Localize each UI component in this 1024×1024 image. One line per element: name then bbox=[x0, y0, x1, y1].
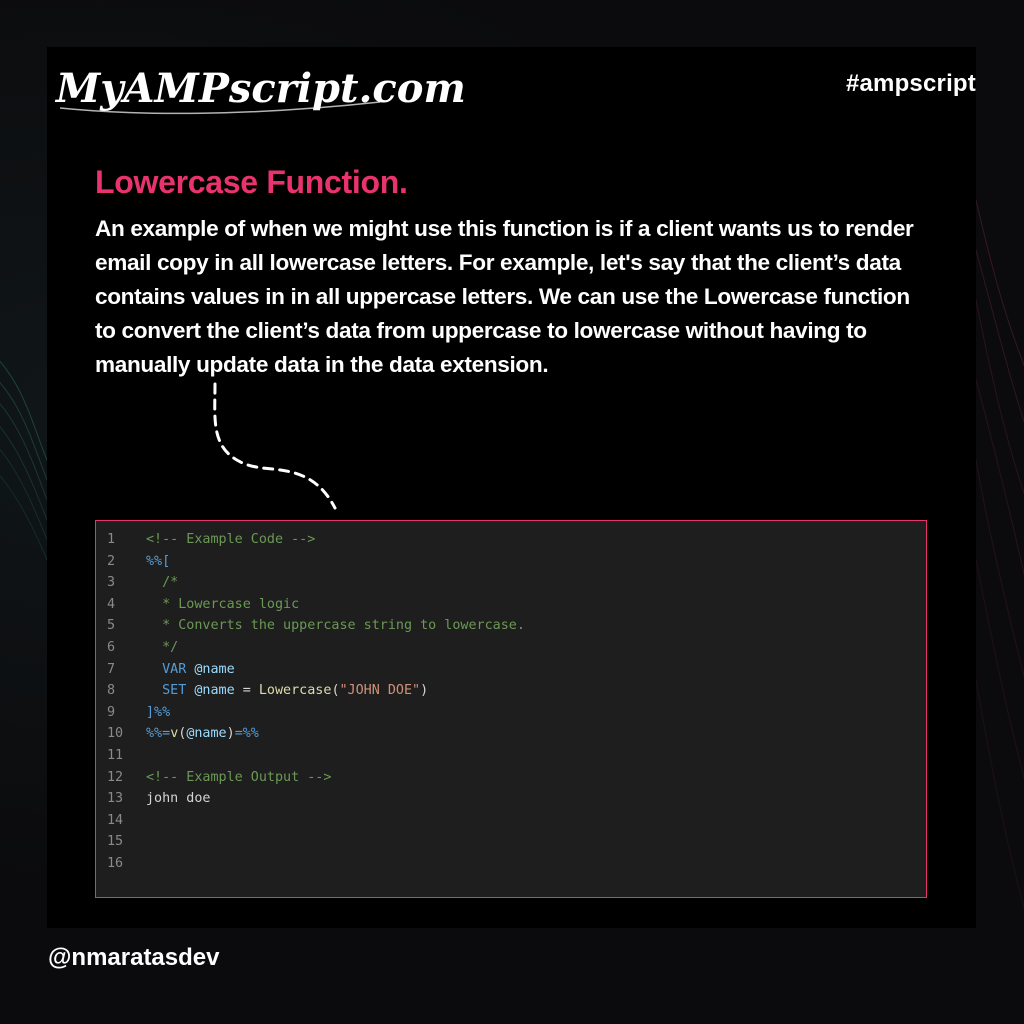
line-number: 10 bbox=[107, 726, 124, 742]
line-number: 15 bbox=[107, 834, 124, 850]
code-content bbox=[146, 831, 926, 853]
code-line bbox=[96, 745, 926, 767]
code-token-op: = bbox=[234, 683, 259, 699]
code-line bbox=[96, 680, 926, 702]
line-number: 12 bbox=[107, 769, 124, 785]
code-token-var: @name bbox=[194, 661, 235, 677]
code-content bbox=[146, 659, 926, 681]
code-token-comment: <!-- Example Output --> bbox=[146, 769, 332, 785]
code-token-comment: * Converts the uppercase string to lowercase. bbox=[146, 618, 525, 634]
code-line bbox=[96, 551, 926, 573]
code-token-keyword: SET bbox=[146, 683, 195, 699]
code-token-comment: <!-- Example Code --> bbox=[146, 532, 316, 547]
code-content bbox=[146, 767, 926, 789]
code-token-plain: john doe bbox=[146, 791, 211, 807]
code-content bbox=[146, 745, 926, 767]
code-editor bbox=[95, 520, 927, 898]
code-line bbox=[96, 572, 926, 594]
code-content bbox=[146, 853, 926, 875]
code-line bbox=[96, 529, 926, 551]
code-line bbox=[96, 810, 926, 832]
code-content bbox=[146, 788, 926, 810]
logo-text: MyAMPscript.com bbox=[56, 65, 466, 112]
code-content bbox=[146, 551, 926, 573]
code-token-op: ( bbox=[178, 726, 187, 742]
description-text: An example of when we might use this function is if a client wants us to render email copy in all lowercase letters. For example, let's say that the client’s data contains values in in all uppercase letters. We can use the Lowercase function to convert the client’s data from uppercase to lowercase without having to manually update data in the data extension. bbox=[95, 216, 914, 377]
code-token-delim: %%[ bbox=[146, 553, 171, 569]
code-token-func: v bbox=[170, 726, 179, 742]
code-line bbox=[96, 659, 926, 681]
code-content bbox=[146, 810, 926, 832]
line-number: 4 bbox=[107, 596, 116, 612]
code-token-comment: */ bbox=[146, 639, 179, 655]
code-token-var: @name bbox=[186, 726, 227, 742]
code-token-op: ( bbox=[331, 683, 340, 699]
dashed-connector-arrow bbox=[200, 380, 360, 520]
line-number: 13 bbox=[107, 791, 124, 807]
line-number: 11 bbox=[107, 747, 124, 763]
line-number: 16 bbox=[107, 855, 124, 871]
author-handle: @nmaratasdev bbox=[48, 944, 220, 971]
line-number: 3 bbox=[107, 575, 116, 591]
code-content bbox=[146, 680, 926, 702]
code-token-op: ) bbox=[226, 726, 235, 742]
code-line bbox=[96, 831, 926, 853]
page-title: Lowercase Function. bbox=[95, 164, 408, 200]
code-token-delim: %%= bbox=[146, 726, 171, 742]
code-line bbox=[96, 615, 926, 637]
line-number: 7 bbox=[107, 661, 116, 677]
code-content bbox=[146, 637, 926, 659]
code-token-func: Lowercase bbox=[258, 683, 332, 699]
code-token-delim: =%% bbox=[234, 726, 259, 742]
code-content bbox=[146, 615, 926, 637]
code-line bbox=[96, 788, 926, 810]
code-token-delim: ]%% bbox=[146, 704, 171, 720]
line-number: 6 bbox=[107, 639, 116, 655]
code-content bbox=[146, 723, 926, 745]
code-token-string: "JOHN DOE" bbox=[339, 683, 421, 699]
code-line bbox=[96, 594, 926, 616]
code-token-var: @name bbox=[194, 683, 235, 699]
code-token-comment: /* bbox=[146, 575, 179, 591]
hashtag-label: #ampscript bbox=[845, 70, 976, 97]
code-line bbox=[96, 767, 926, 789]
code-token-comment: * Lowercase logic bbox=[146, 596, 300, 612]
line-number: 8 bbox=[107, 683, 116, 699]
code-content bbox=[146, 572, 926, 594]
line-number: 9 bbox=[107, 704, 116, 720]
code-line bbox=[96, 702, 926, 724]
code-line bbox=[96, 853, 926, 875]
code-line bbox=[96, 723, 926, 745]
code-content bbox=[146, 529, 926, 551]
code-line bbox=[96, 637, 926, 659]
line-number: 1 bbox=[107, 532, 116, 547]
code-token-keyword: VAR bbox=[146, 661, 195, 677]
code-content bbox=[146, 594, 926, 616]
code-token-op: ) bbox=[420, 683, 429, 699]
code-content bbox=[146, 702, 926, 724]
line-number: 5 bbox=[107, 618, 116, 634]
line-number: 2 bbox=[107, 553, 116, 569]
line-number: 14 bbox=[107, 812, 124, 828]
myampscript-logo bbox=[50, 46, 466, 124]
